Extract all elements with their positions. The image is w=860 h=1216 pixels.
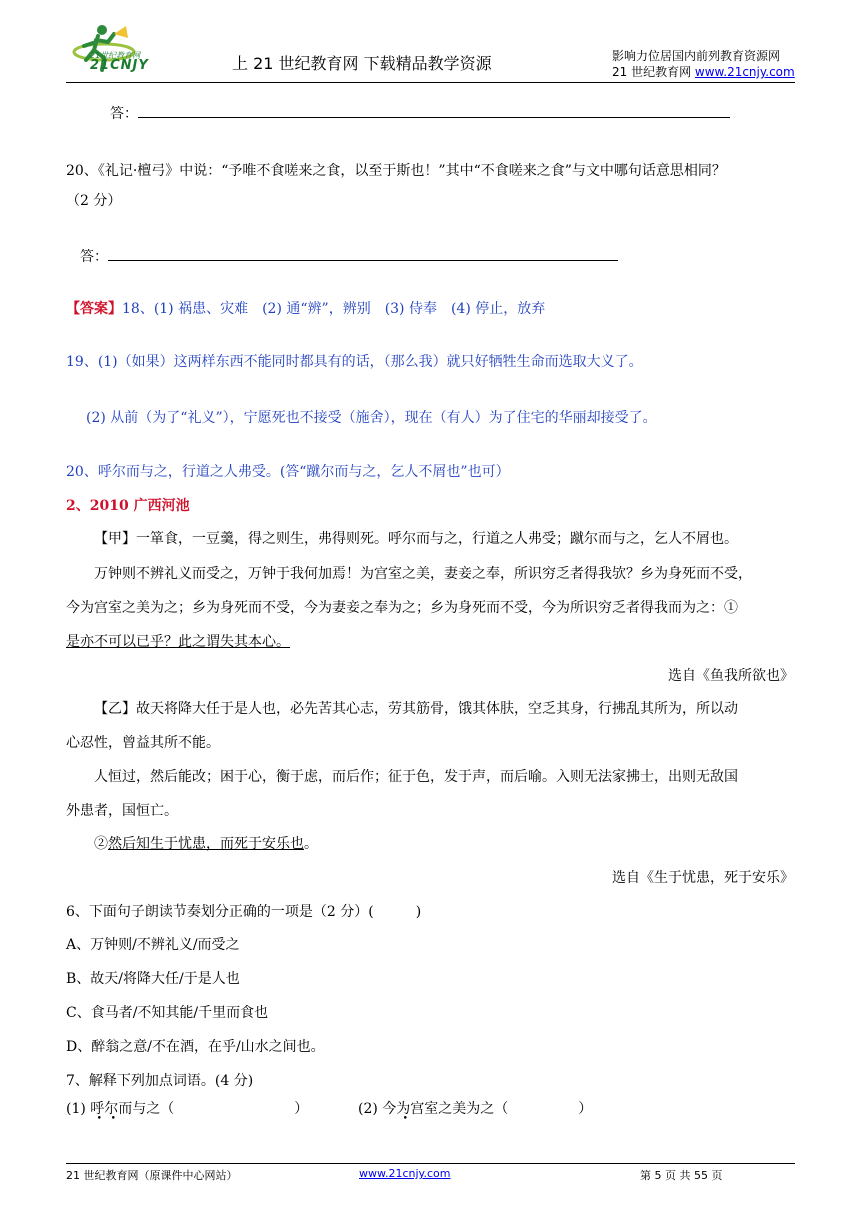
question-7-item-2 [358, 1099, 592, 1119]
footer-page-number: 第 5 页 共 55 页 [640, 1169, 723, 1182]
dotted-char: 呼 [90, 1101, 105, 1117]
header-site-name: 21 世纪教育网 [612, 65, 695, 79]
item-text: 宫室之美为之（ [410, 1101, 509, 1117]
answer-18-text: 18、(1) 祸患、灾难 (2) 通“辨”，辨别 (3) 侍奉 (4) 停止，放弃 [122, 301, 546, 317]
header-title: 上 21 世纪教育网 下载精品教学资源 [232, 54, 492, 73]
answer-20: 20、呼尔而与之，行道之人弗受。(答“蹴尔而与之，乞人不屑也”也可） [66, 464, 510, 480]
answer-18 [66, 299, 545, 319]
question-6-option-b: B、故天/将降大任/于是人也 [66, 971, 240, 987]
question-7-item-1 [66, 1099, 308, 1119]
footer-divider [66, 1163, 795, 1164]
passage-yi-line5 [94, 834, 318, 854]
passage-yi-line1: 【乙】故天将降大任于是人也，必先苦其心志，劳其筋骨，饿其体肤，空乏其身，行拂乱其所为，所以动 [94, 701, 738, 717]
passage-jia-source: 选自《鱼我所欲也》 [668, 668, 794, 684]
answer-line-1 [110, 103, 730, 124]
footer-left: 21 世纪教育网（原课件中心网站） [66, 1169, 238, 1182]
header-site-line [612, 63, 795, 80]
question-6-option-c: C、食马者/不知其能/千里而食也 [66, 1005, 269, 1021]
sentence-end: 。 [304, 836, 318, 852]
passage-jia-line2: 万钟则不辨礼义而受之，万钟于我何加焉！为宫室之美，妻妾之奉，所识穷乏者得我欤？乡为身死而不受， [94, 566, 752, 582]
passage-jia-line3: 今为宫室之美为之；乡为身死而不受，今为妻妾之奉为之；乡为身死而不受，今为所识穷乏者得我而为之：① [66, 600, 738, 616]
answer-blank[interactable] [108, 246, 618, 261]
close-paren: ） [294, 1101, 309, 1117]
passage-jia-line4: 是亦不可以已乎？此之谓失其本心。 [66, 634, 290, 650]
underlined-sentence: 然后知生于忧患，而死于安乐也 [108, 836, 304, 852]
answer-label: 答： [80, 249, 108, 265]
question-20-line2: （2 分） [66, 193, 122, 209]
footer-link[interactable]: www.21cnjy.com [359, 1167, 451, 1180]
question-6-option-d: D、醉翁之意/不在酒，在乎/山水之间也。 [66, 1039, 325, 1055]
passage-yi-line2: 心忍性，曾益其所不能。 [66, 735, 220, 751]
answer-19-2: (2) 从前（为了“礼义”），宁愿死也不接受（施舍），现在（有人）为了住宅的华丽却接受了。 [86, 410, 657, 426]
dotted-char: 为 [396, 1101, 411, 1117]
question-20-line1: 20、《礼记·檀弓》中说：“予唯不食嗟来之食，以至于斯也！”其中“不食嗟来之食”与文中哪句话意思相同？ [66, 163, 726, 179]
marker-number: ② [94, 836, 108, 852]
passage-yi-line3: 人恒过，然后能改；困于心，衡于虑，而后作；征于色，发于声，而后喻。入则无法家拂士，出则无敌国 [94, 769, 738, 785]
passage-jia-line1: 【甲】一箪食，一豆羹，得之则生，弗得则死。呼尔而与之，行道之人弗受；蹴尔而与之，乞人不屑也。 [94, 531, 738, 547]
item-text: 而与之（ [118, 1101, 175, 1117]
close-paren: ） [578, 1101, 593, 1117]
logo-english-text: 21CNJY [90, 58, 149, 73]
header-site-link[interactable]: www.21cnjy.com [694, 65, 795, 79]
header-slogan: 影响力位居国内前列教育资源网 [612, 49, 781, 63]
section-title: 2、2010 广西河池 [66, 498, 190, 514]
logo-chinese-text: 21世纪教育网 [90, 51, 141, 60]
answer-blank[interactable] [138, 103, 730, 118]
answer-line-2 [80, 246, 618, 267]
passage-yi-source: 选自《生于忧患，死于安乐》 [612, 870, 794, 886]
passage-yi-line4: 外患者，国恒亡。 [66, 803, 178, 819]
question-7: 7、解释下列加点词语。(4 分) [66, 1073, 254, 1089]
answer-bracket-label: 【答案】 [66, 301, 122, 317]
item-number: (1) [66, 1101, 91, 1117]
answer-19-1: 19、(1)（如果）这两样东西不能同时都具有的话，（那么我）就只好牺牲生命而选取大义了。 [66, 354, 643, 370]
header-divider [66, 82, 795, 83]
dotted-char: 尔 [104, 1101, 119, 1117]
question-6-option-a: A、万钟则/不辨礼义/而受之 [66, 937, 240, 953]
item-number: (2) 今 [358, 1101, 397, 1117]
answer-label: 答： [110, 106, 138, 122]
question-6: 6、下面句子朗读节奏划分正确的一项是（2 分）( ) [66, 904, 422, 920]
